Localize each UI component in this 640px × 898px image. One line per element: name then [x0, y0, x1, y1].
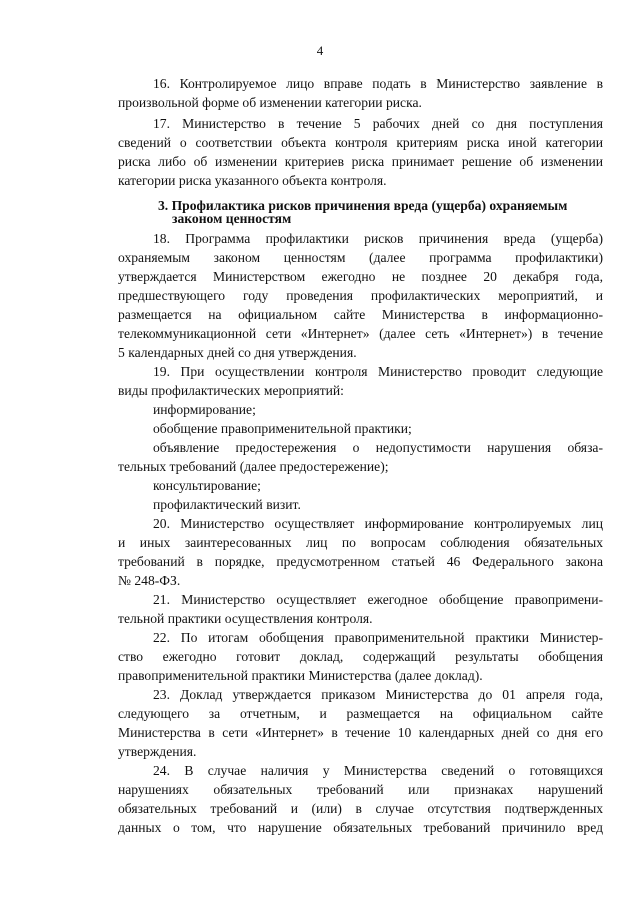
- paragraph-line: ство ежегодно готовит доклад, содержащий результаты обобщения: [118, 649, 603, 664]
- list-item: информирование;: [153, 402, 256, 417]
- paragraph-line: предшествующего году проведения профилактических мероприятий, и: [118, 288, 603, 303]
- paragraph-line: и иных заинтересованных лиц по вопросам соблюдения обязательных: [118, 535, 603, 550]
- paragraph-line: тельных требований (далее предостережение);: [118, 459, 389, 474]
- paragraph-line: № 248-ФЗ.: [118, 573, 181, 588]
- paragraph-line: утверждается Министерством ежегодно не позднее 20 декабря года,: [118, 269, 603, 284]
- paragraph-line: 23. Доклад утверждается приказом Министерства до 01 апреля года,: [153, 687, 603, 702]
- paragraph-line: риска либо об изменении критериев риска принимает решение об изменении: [118, 154, 603, 169]
- paragraph-line: телекоммуникационной сети «Интернет» (далее сеть «Интернет») в течение: [118, 326, 603, 341]
- paragraph-line: нарушениях обязательных требований или признаках нарушений: [118, 782, 603, 797]
- paragraph-line: категории риска указанного объекта контроля.: [118, 173, 387, 188]
- paragraph-line: 24. В случае наличия у Министерства сведений о готовящихся: [153, 763, 603, 778]
- section-heading-line: 3. Профилактика рисков причинения вреда (ущерба) охраняемым: [158, 198, 568, 213]
- paragraph-line: сведений о соответствии объекта контроля критериям риска иной категории: [118, 135, 603, 150]
- paragraph-line: 17. Министерство в течение 5 рабочих дней со дня поступления: [153, 116, 603, 131]
- paragraph-line: объявление предостережения о недопустимости нарушения обяза-: [153, 440, 603, 455]
- paragraph-line: 20. Министерство осуществляет информирование контролируемых лиц: [153, 516, 603, 531]
- paragraph-line: обязательных требований и (или) в случае отсутствия подтвержденных: [118, 801, 603, 816]
- paragraph-line: следующего за отчетным, и размещается на официальном сайте: [118, 706, 603, 721]
- paragraph-line: требований в порядке, предусмотренном статьей 46 Федерального закона: [118, 554, 603, 569]
- paragraph-line: охраняемым законом ценностям (далее программа профилактики): [118, 250, 603, 265]
- paragraph-line: размещается на официальном сайте Министерства в информационно-: [118, 307, 603, 322]
- paragraph-line: 18. Программа профилактики рисков причинения вреда (ущерба): [153, 231, 603, 246]
- page-number: 4: [316, 43, 324, 58]
- list-item: профилактический визит.: [153, 497, 301, 512]
- paragraph-line: 16. Контролируемое лицо вправе подать в Министерство заявление в: [153, 76, 603, 91]
- paragraph-line: произвольной форме об изменении категории риска.: [118, 95, 422, 110]
- paragraph-line: 19. При осуществлении контроля Министерство проводит следующие: [153, 364, 603, 379]
- section-heading-line: законом ценностям: [172, 211, 292, 226]
- paragraph-line: 21. Министерство осуществляет ежегодное обобщение правопримени-: [153, 592, 603, 607]
- paragraph-line: виды профилактических мероприятий:: [118, 383, 344, 398]
- paragraph-line: утверждения.: [118, 744, 197, 759]
- paragraph-line: данных о том, что нарушение обязательных требований причинило вред: [118, 820, 603, 835]
- list-item: консультирование;: [153, 478, 261, 493]
- paragraph-line: тельной практики осуществления контроля.: [118, 611, 373, 626]
- paragraph-line: 22. По итогам обобщения правоприменительной практики Министер-: [153, 630, 603, 645]
- paragraph-line: правоприменительной практики Министерства (далее доклад).: [118, 668, 483, 683]
- paragraph-line: Министерства в сети «Интернет» в течение 10 календарных дней со дня его: [118, 725, 603, 740]
- list-item: обобщение правоприменительной практики;: [153, 421, 412, 436]
- paragraph-line: 5 календарных дней со дня утверждения.: [118, 345, 357, 360]
